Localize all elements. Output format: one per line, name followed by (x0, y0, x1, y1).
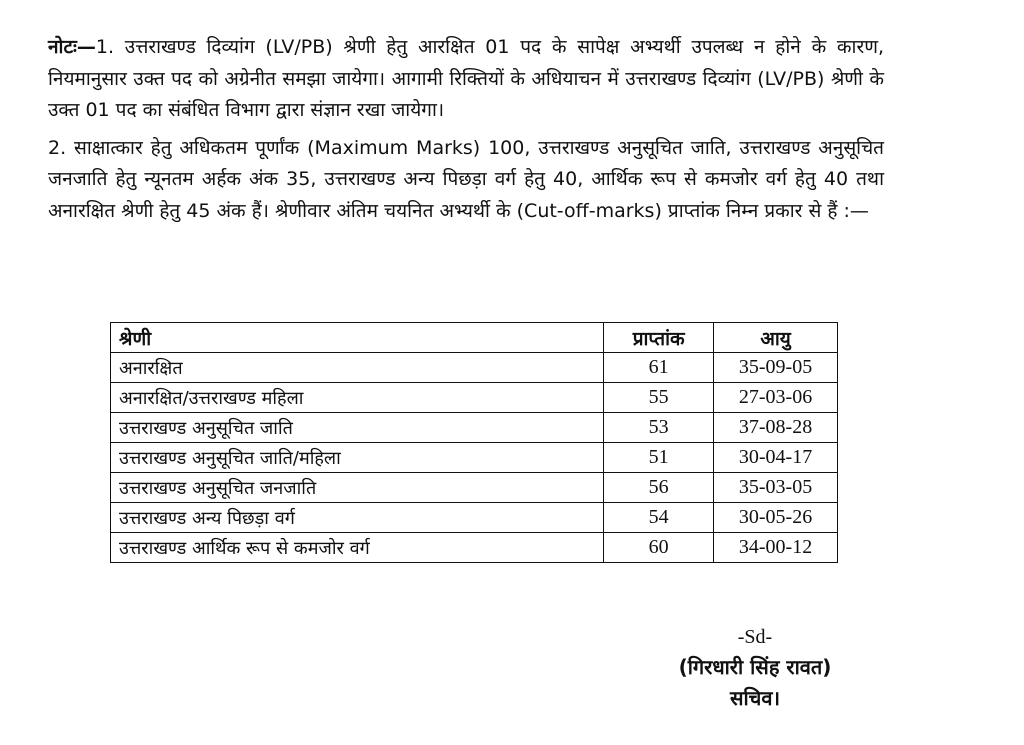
signatory-designation: सचिव। (729, 686, 781, 710)
row-category: उत्तराखण्ड आर्थिक रूप से कमजोर वर्ग (111, 533, 604, 563)
signature-block (600, 622, 910, 714)
row-category: उत्तराखण्ड अनुसूचित जनजाति (111, 473, 604, 503)
row-category: उत्तराखण्ड अनुसूचित जाति (111, 413, 604, 443)
row-age: 27-03-06 (714, 383, 838, 413)
header-category: श्रेणी (111, 323, 604, 353)
row-age: 35-09-05 (714, 353, 838, 383)
row-marks: 61 (604, 353, 714, 383)
signatory-name: (गिरधारी सिंह रावत) (678, 655, 832, 679)
note-paragraph-1 (48, 32, 884, 127)
row-category: अनारक्षित/उत्तराखण्ड महिला (111, 383, 604, 413)
row-category: उत्तराखण्ड अन्य पिछड़ा वर्ग (111, 503, 604, 533)
note-label: नोटः— (48, 36, 96, 58)
signed-mark: -Sd- (737, 626, 773, 648)
table-row (111, 353, 838, 383)
table-row (111, 503, 838, 533)
row-marks: 56 (604, 473, 714, 503)
row-marks: 51 (604, 443, 714, 473)
row-age: 30-05-26 (714, 503, 838, 533)
header-marks: प्राप्तांक (604, 323, 714, 353)
notes-section (48, 32, 884, 227)
table-row (111, 533, 838, 563)
table-header-row (111, 323, 838, 353)
note-text-1: 1. उत्तराखण्ड दिव्यांग (LV/PB) श्रेणी हेतु आरक्षित 01 पद के सापेक्ष अभ्यर्थी उपलब्ध न होने के कारण, नियमानुसार उक्त पद को अग्रेनीत समझा जायेगा। आगामी रिक्तियों के अधियाचन में उत्तराखण्ड दिव्यांग (LV/PB) श्रेणी के उक्त 01 पद का संबंधित विभाग द्वारा संज्ञान रखा जायेगा। (48, 36, 884, 121)
row-age: 34-00-12 (714, 533, 838, 563)
row-marks: 53 (604, 413, 714, 443)
row-marks: 55 (604, 383, 714, 413)
row-marks: 54 (604, 503, 714, 533)
row-age: 37-08-28 (714, 413, 838, 443)
header-age: आयु (714, 323, 838, 353)
row-category: उत्तराखण्ड अनुसूचित जाति/महिला (111, 443, 604, 473)
cutoff-table (110, 322, 838, 563)
table-row (111, 443, 838, 473)
row-age: 30-04-17 (714, 443, 838, 473)
row-category: अनारक्षित (111, 353, 604, 383)
note-paragraph-2: 2. साक्षात्कार हेतु अधिकतम पूर्णांक (Maximum Marks) 100, उत्तराखण्ड अनुसूचित जाति, उत्तराखण्ड अनुसूचित जनजाति हेतु न्यूनतम अर्हक अंक 35, उत्तराखण्ड अन्य पिछड़ा वर्ग हेतु 40, आर्थिक रूप से कमजोर वर्ग हेतु 40 तथा अनारक्षित श्रेणी हेतु 45 अंक हैं। श्रेणीवार अंतिम चयनित अभ्यर्थी के (Cut-off-marks) प्राप्तांक निम्न प्रकार से हैं :— (48, 136, 884, 222)
table-row (111, 473, 838, 503)
table-row (111, 383, 838, 413)
table-row (111, 413, 838, 443)
row-age: 35-03-05 (714, 473, 838, 503)
row-marks: 60 (604, 533, 714, 563)
